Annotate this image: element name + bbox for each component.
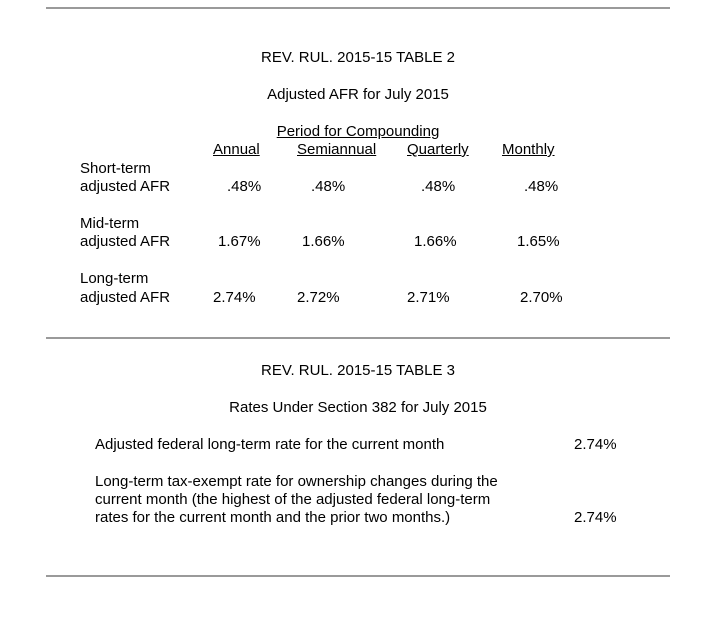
short-term-monthly-value: .48% xyxy=(524,178,559,195)
adjusted-federal-long-term-rate-label: Adjusted federal long-term rate for the current month xyxy=(95,436,445,453)
row-label-long-term-line2: adjusted AFR xyxy=(80,289,171,306)
row-label-short-term-line2: adjusted AFR xyxy=(80,178,171,195)
row-label-short-term-line1: Short-term xyxy=(80,160,151,177)
table2-subtitle: Adjusted AFR for July 2015 xyxy=(267,86,449,103)
row-label-mid-term-line2: adjusted AFR xyxy=(80,233,171,250)
long-term-monthly-value: 2.70% xyxy=(520,289,563,306)
row-label-mid-term-line1: Mid-term xyxy=(80,215,140,232)
period-for-compounding-header: Period for Compounding xyxy=(276,123,440,140)
long-term-quarterly-value: 2.71% xyxy=(407,289,450,306)
short-term-annual-value: .48% xyxy=(227,178,262,195)
short-term-semiannual-value: .48% xyxy=(311,178,346,195)
top-divider xyxy=(46,7,670,9)
mid-term-quarterly-value: 1.66% xyxy=(414,233,457,250)
column-header-annual: Annual xyxy=(213,141,260,158)
table3-subtitle: Rates Under Section 382 for July 2015 xyxy=(229,399,487,416)
long-term-tax-exempt-rate-value: 2.74% xyxy=(574,509,617,526)
short-term-quarterly-value: .48% xyxy=(421,178,456,195)
row-label-long-term-line1: Long-term xyxy=(80,270,149,287)
table3-title: REV. RUL. 2015-15 TABLE 3 xyxy=(260,362,456,379)
mid-term-monthly-value: 1.65% xyxy=(517,233,560,250)
column-header-semiannual: Semiannual xyxy=(297,141,377,158)
long-term-semiannual-value: 2.72% xyxy=(297,289,340,306)
long-term-tax-exempt-rate-label-line3: rates for the current month and the prior two months.) xyxy=(95,509,451,526)
long-term-tax-exempt-rate-label-line2: current month (the highest of the adjusted federal long-term xyxy=(95,491,491,508)
long-term-annual-value: 2.74% xyxy=(213,289,256,306)
adjusted-federal-long-term-rate-value: 2.74% xyxy=(574,436,617,453)
table2-title: REV. RUL. 2015-15 TABLE 2 xyxy=(260,49,456,66)
middle-divider xyxy=(46,337,670,339)
mid-term-annual-value: 1.67% xyxy=(218,233,261,250)
mid-term-semiannual-value: 1.66% xyxy=(302,233,345,250)
bottom-divider xyxy=(46,575,670,577)
long-term-tax-exempt-rate-label-line1: Long-term tax-exempt rate for ownership changes during the xyxy=(95,473,498,490)
column-header-quarterly: Quarterly xyxy=(407,141,469,158)
column-header-monthly: Monthly xyxy=(502,141,555,158)
